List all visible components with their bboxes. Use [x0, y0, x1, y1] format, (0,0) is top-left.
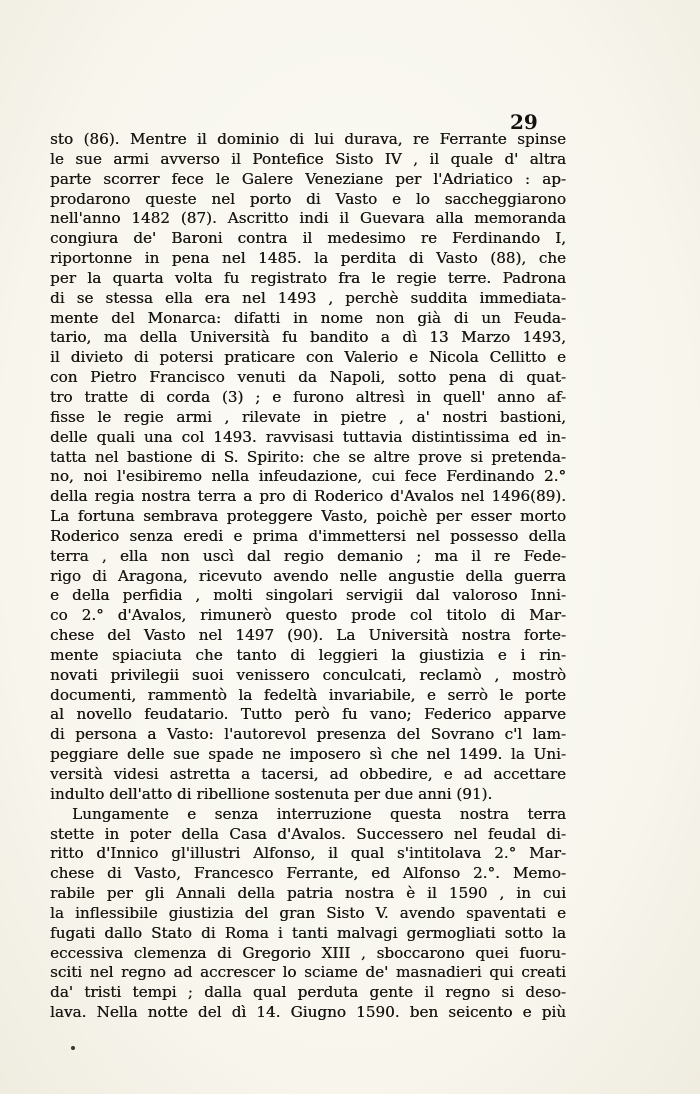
text-line: documenti, rammentò la fedeltà invariabile, e serrò le porte	[50, 685, 566, 704]
text-line: Roderico senza eredi e prima d'immettersi nel possesso della	[50, 526, 566, 545]
text-line: eccessiva clemenza di Gregorio XIII , sboccarono quei fuoru-	[50, 943, 566, 962]
text-line: congiura de' Baroni contra il medesimo re Ferdinando I,	[50, 229, 566, 248]
text-line: lava. Nella notte del dì 14. Giugno 1590. ben seicento e più	[50, 1003, 566, 1022]
body-text	[50, 130, 566, 1023]
text-line: fisse le regie armi , rilevate in pietre , a' nostri bastioni,	[50, 407, 566, 426]
text-line: mente spiaciuta che tanto di leggieri la giustizia e i rin-	[50, 645, 566, 664]
text-line: terra , ella non uscì dal regio demanio ; ma il re Fede-	[50, 546, 566, 565]
text-line: chese di Vasto, Francesco Ferrante, ed Alfonso 2.°. Memo-	[50, 864, 566, 883]
text-line: al novello feudatario. Tutto però fu vano; Federico apparve	[50, 705, 566, 724]
text-line: riportonne in pena nel 1485. la perdita di Vasto (88), che	[50, 249, 566, 268]
text-line: rigo di Aragona, ricevuto avendo nelle angustie della guerra	[50, 566, 566, 585]
text-line: chese del Vasto nel 1497 (90). La Università nostra forte-	[50, 626, 566, 645]
text-line: tro tratte di corda (3) ; e furono altresì in quell' anno af-	[50, 387, 566, 406]
text-line: e della perfidia , molti singolari servigii dal valoroso Inni-	[50, 586, 566, 605]
text-line: prodarono queste nel porto di Vasto e lo saccheggiarono	[50, 189, 566, 208]
text-line: stette in poter della Casa d'Avalos. Successero nel feudal di-	[50, 824, 566, 843]
text-line: mente del Monarca: difatti in nome non già di un Feuda-	[50, 308, 566, 327]
text-line: sto (86). Mentre il dominio di lui durava, re Ferrante spinse	[50, 130, 566, 148]
text-line: di se stessa ella era nel 1493 , perchè suddita immediata-	[50, 288, 566, 307]
text-line: co 2.° d'Avalos, rimunerò questo prode col titolo di Mar-	[50, 606, 566, 625]
text-line: la inflessibile giustizia del gran Sisto V. avendo spaventati e	[50, 903, 566, 922]
text-line: delle quali una col 1493. ravvisasi tuttavia distintissima ed in-	[50, 427, 566, 446]
text-line: ritto d'Innico gl'illustri Alfonso, il qual s'intitolava 2.° Mar-	[50, 844, 566, 863]
text-line: no, noi l'esibiremo nella infeudazione, cui fece Ferdinando 2.°	[50, 467, 566, 486]
text-line: Lungamente e senza interruzione questa nostra terra	[72, 804, 566, 823]
text-line: le sue armi avverso il Pontefice Sisto IV , il quale d' altra	[50, 149, 566, 168]
text-line: indulto dell'atto di ribellione sostenuta per due anni (91).	[50, 784, 493, 803]
text-line: fugati dallo Stato di Roma i tanti malvagi germogliati sotto la	[50, 923, 566, 942]
page-number: 29	[510, 110, 538, 134]
text-line: da' tristi tempi ; dalla qual perduta gente il regno si deso-	[50, 983, 566, 1002]
text-line: di persona a Vasto: l'autorevol presenza del Sovrano c'l lam-	[50, 725, 566, 744]
text-line: tatta nel bastione di S. Spirito: che se altre prove si pretenda-	[50, 447, 566, 466]
text-line: sciti nel regno ad accrescer lo sciame de' masnadieri qui creati	[50, 963, 566, 982]
text-line: per la quarta volta fu registrato fra le regie terre. Padrona	[50, 268, 566, 287]
text-line: novati privilegii suoi venissero conculcati, reclamò , mostrò	[50, 665, 566, 684]
text-line: versità videsi astretta a tacersi, ad obbedire, e ad accettare	[50, 765, 566, 783]
text-line: con Pietro Francisco venuti da Napoli, sotto pena di quat-	[50, 368, 566, 387]
text-line: tario, ma della Università fu bandito a dì 13 Marzo 1493,	[50, 328, 566, 347]
text-line: il divieto di potersi praticare con Valerio e Nicola Cellitto e	[50, 348, 566, 367]
text-line: della regia nostra terra a pro di Roderico d'Avalos nel 1496(89).	[50, 487, 566, 506]
text-line: rabile per gli Annali della patria nostra è il 1590 , in cui	[50, 884, 566, 903]
text-line: peggiare delle sue spade ne imposero sì che nel 1499. la Uni-	[50, 745, 566, 764]
text-line: La fortuna sembrava proteggere Vasto, poichè per esser morto	[50, 507, 566, 526]
text-line: nell'anno 1482 (87). Ascritto indi il Guevara alla memoranda	[50, 209, 566, 228]
text-line: parte scorrer fece le Galere Veneziane per l'Adriatico : ap-	[50, 169, 566, 188]
ink-speck	[71, 1046, 75, 1050]
